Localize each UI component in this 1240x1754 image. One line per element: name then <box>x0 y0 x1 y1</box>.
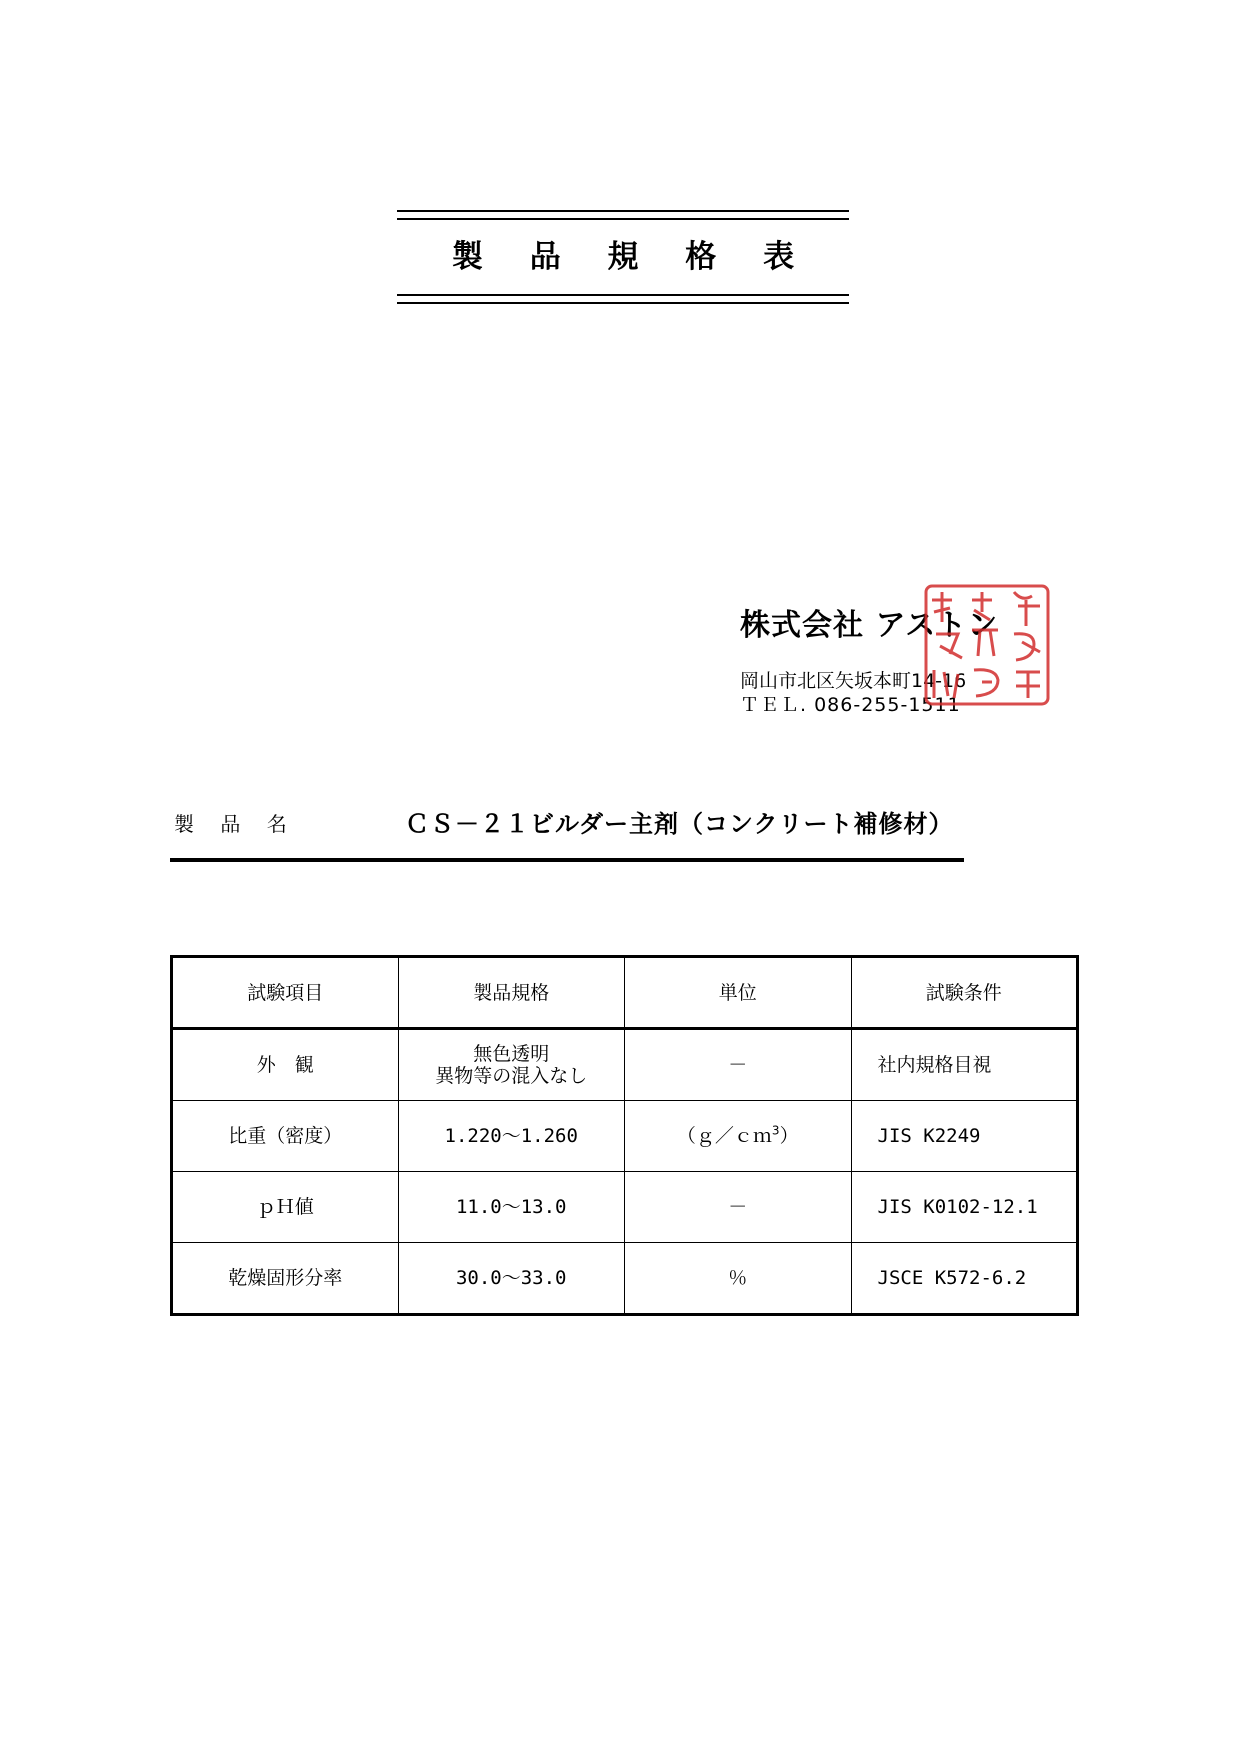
table-row <box>172 1172 1078 1243</box>
title-block <box>397 210 849 304</box>
cell-spec: 30.0～33.0 <box>398 1243 625 1315</box>
company-seal-stamp <box>922 582 1052 708</box>
cell-item: 比重（密度） <box>172 1101 399 1172</box>
title-bottom-rule <box>397 294 849 304</box>
cell-unit <box>625 1101 852 1172</box>
table-row <box>172 1101 1078 1172</box>
product-name-value: ＣＳ－２１ビルダー主剤（コンクリート補修材） <box>405 810 954 838</box>
cell-condition: JIS K0102-12.1 <box>851 1172 1078 1243</box>
cell-unit: － <box>625 1029 852 1101</box>
cell-condition: 社内規格目視 <box>851 1029 1078 1101</box>
company-address: 岡山市北区矢坂本町14-16 <box>740 670 967 692</box>
page-title: 製 品 規 格 表 <box>451 239 813 275</box>
table-header-row <box>172 957 1078 1029</box>
product-name-label: 製 品 名 <box>174 812 297 836</box>
product-name-row <box>170 800 964 862</box>
header-unit: 単位 <box>625 957 852 1029</box>
cell-item: ｐＨ値 <box>172 1172 399 1243</box>
cell-spec: 11.0～13.0 <box>398 1172 625 1243</box>
unit-prefix: （ｇ／ｃｍ <box>676 1125 772 1147</box>
cell-unit: － <box>625 1172 852 1243</box>
header-product-spec: 製品規格 <box>398 957 625 1029</box>
spec-table <box>170 955 1079 1316</box>
header-test-item: 試験項目 <box>172 957 399 1029</box>
table-row <box>172 1243 1078 1315</box>
cell-unit: ％ <box>625 1243 852 1315</box>
cell-spec <box>398 1029 625 1101</box>
header-test-condition: 試験条件 <box>851 957 1078 1029</box>
unit-suffix: ） <box>779 1125 799 1147</box>
cell-condition: JSCE K572-6.2 <box>851 1243 1078 1315</box>
cell-spec-line2: 異物等の混入なし <box>435 1065 588 1087</box>
title-top-rule <box>397 210 849 220</box>
company-name: 株式会社 アストン <box>740 608 999 643</box>
company-tel: ＴＥＬ. 086-255-1511 <box>740 694 961 716</box>
cell-item: 外 観 <box>172 1029 399 1101</box>
unit-superscript: 3 <box>771 1123 780 1138</box>
cell-spec: 1.220～1.260 <box>398 1101 625 1172</box>
table-row <box>172 1029 1078 1101</box>
cell-condition: JIS K2249 <box>851 1101 1078 1172</box>
cell-item: 乾燥固形分率 <box>172 1243 399 1315</box>
cell-spec-line1: 無色透明 <box>473 1043 550 1065</box>
company-block <box>740 600 1070 720</box>
